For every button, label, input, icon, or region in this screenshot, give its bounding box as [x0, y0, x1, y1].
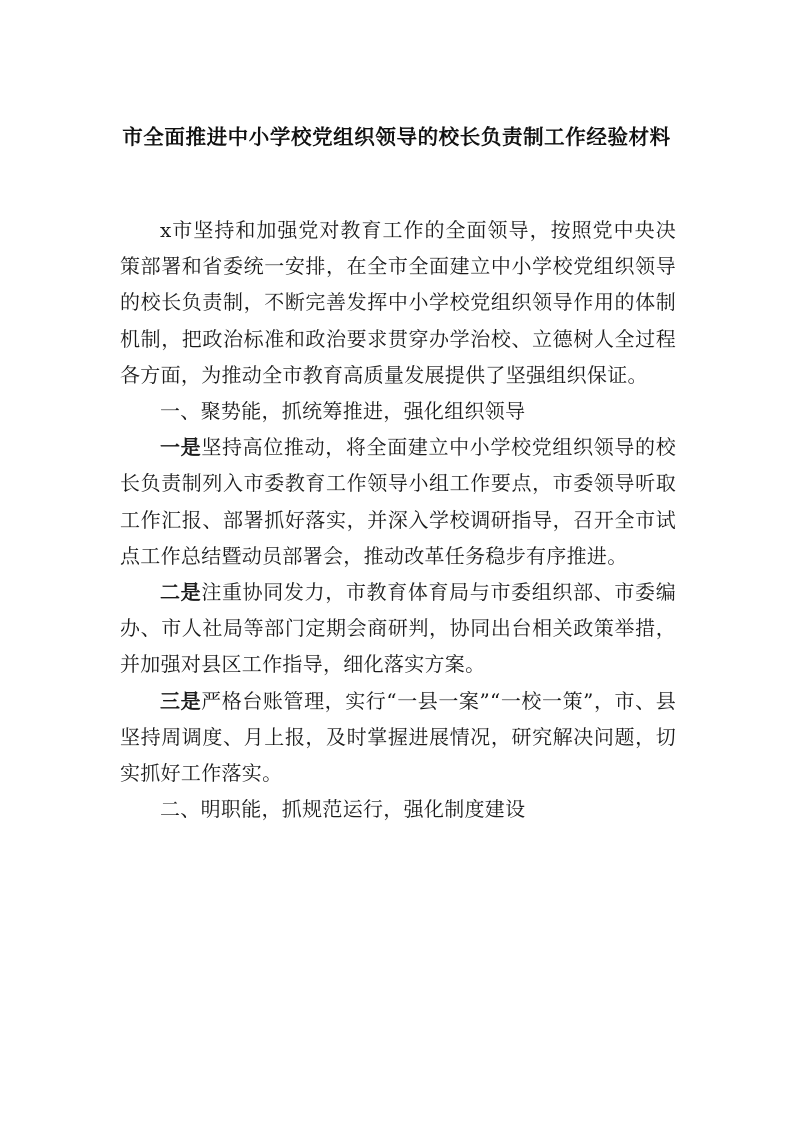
paragraph-intro: [120, 212, 676, 393]
section-heading-text: 一、聚势能，抓统筹推进，强化组织领导: [160, 399, 526, 424]
paragraph-lead: 一是: [160, 435, 202, 460]
section-heading-text: 二、明职能，抓规范运行，强化制度建设: [160, 797, 526, 822]
paragraph-point-1: [120, 429, 676, 574]
section-heading-2: [120, 791, 676, 827]
paragraph-text: x市坚持和加强党对教育工作的全面领导，按照党中央决策部署和省委统一安排，在全市全面建立中小学校党组织领导的校长负责制，不断完善发挥中小学校党组织领导作用的体制机制，把政治标准和政治要求贯穿办学治校、立德树人全过程各方面，为推动全市教育高质量发展提供了坚强组织保证。: [120, 218, 676, 387]
paragraph-text: 注重协同发力，市教育体育局与市委组织部、市委编办、市人社局等部门定期会商研判，协同出台相关政策举措，并加强对县区工作指导，细化落实方案。: [120, 580, 676, 677]
paragraph-point-2: [120, 574, 676, 683]
paragraph-text: 坚持高位推动，将全面建立中小学校党组织领导的校长负责制列入市委教育工作领导小组工作要点，市委领导听取工作汇报、部署抓好落实，并深入学校调研指导，召开全市试点工作总结暨动员部署会，推动改革任务稳步有序推进。: [120, 435, 676, 568]
document-title: 市全面推进中小学校党组织领导的校长负责制工作经验材料: [122, 125, 671, 149]
paragraph-lead: 三是: [160, 688, 202, 713]
document-body: [120, 212, 676, 827]
paragraph-text: 严格台账管理，实行“一县一案”“一校一策”，市、县坚持周调度、月上报，及时掌握进展情况，研究解决问题，切实抓好工作落实。: [120, 688, 676, 786]
section-heading-1: [120, 393, 676, 429]
paragraph-lead: 二是: [160, 580, 202, 605]
paragraph-point-3: [120, 683, 676, 792]
